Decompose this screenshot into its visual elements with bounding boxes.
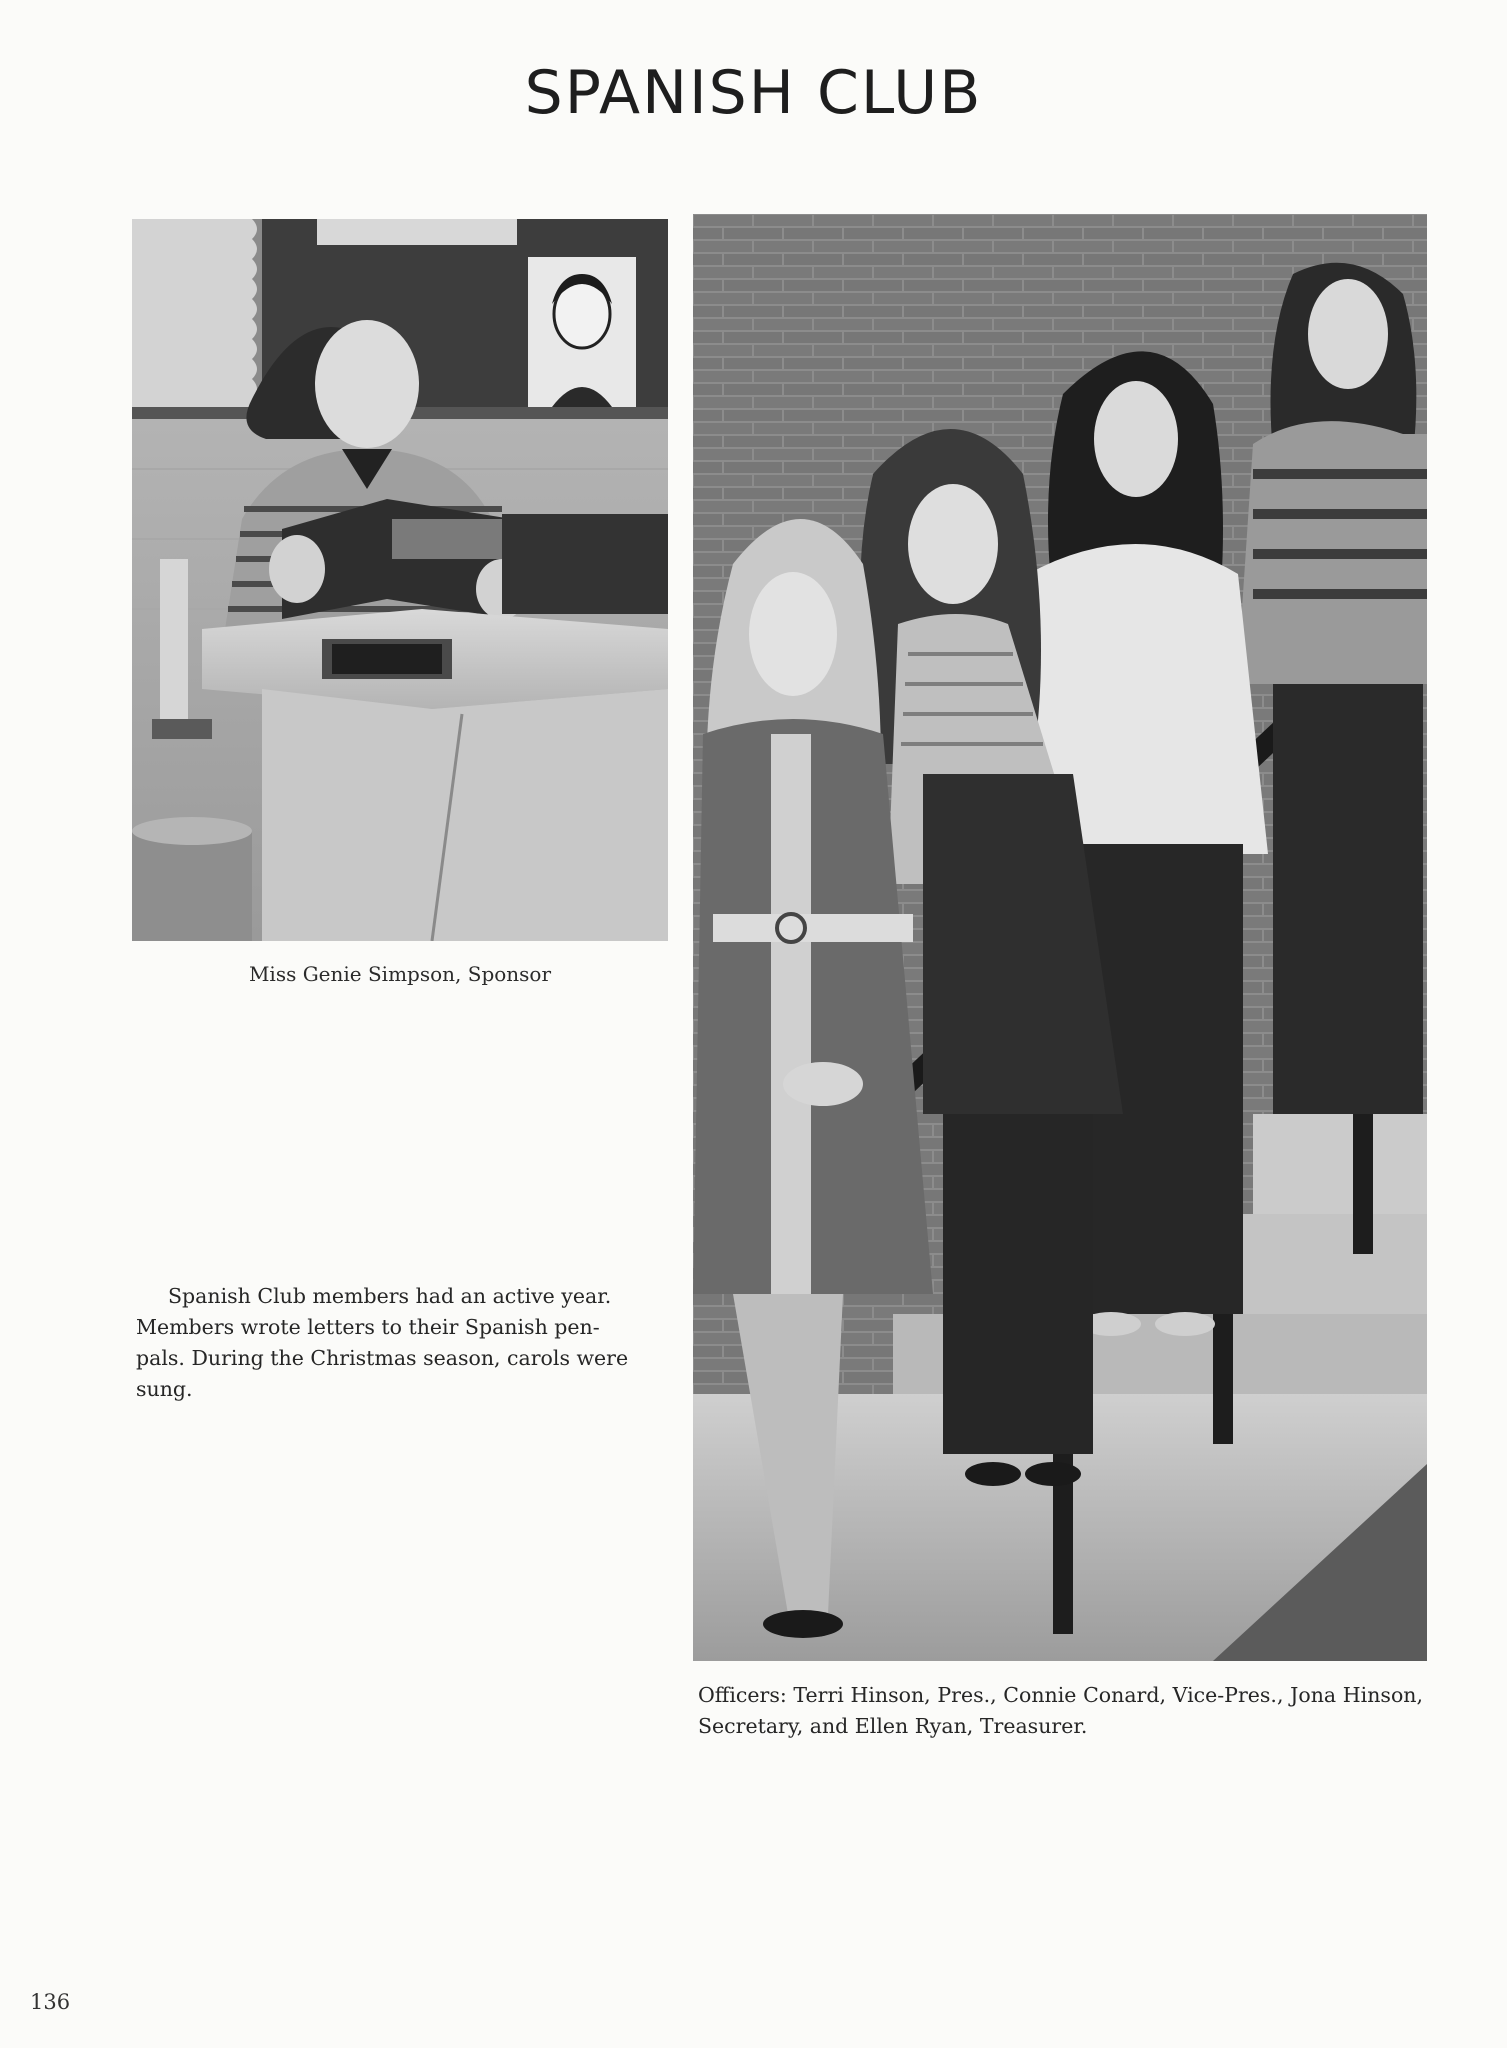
sponsor-caption: Miss Genie Simpson, Sponsor <box>248 962 552 986</box>
page-number: 136 <box>30 1990 71 2014</box>
sponsor-photo <box>132 219 668 941</box>
club-description: Spanish Club members had an active year. Members wrote letters to their Spanish pen-pals. During the Christmas season, carols were sung. <box>136 1284 629 1401</box>
officers-photo <box>693 214 1427 1661</box>
officers-caption: Officers: Terri Hinson, Pres., Connie Conard, Vice-Pres., Jona Hinson, Secretary, and Ellen Ryan, Treasurer. <box>698 1683 1423 1738</box>
page-title: SPANISH CLUB <box>524 58 983 128</box>
